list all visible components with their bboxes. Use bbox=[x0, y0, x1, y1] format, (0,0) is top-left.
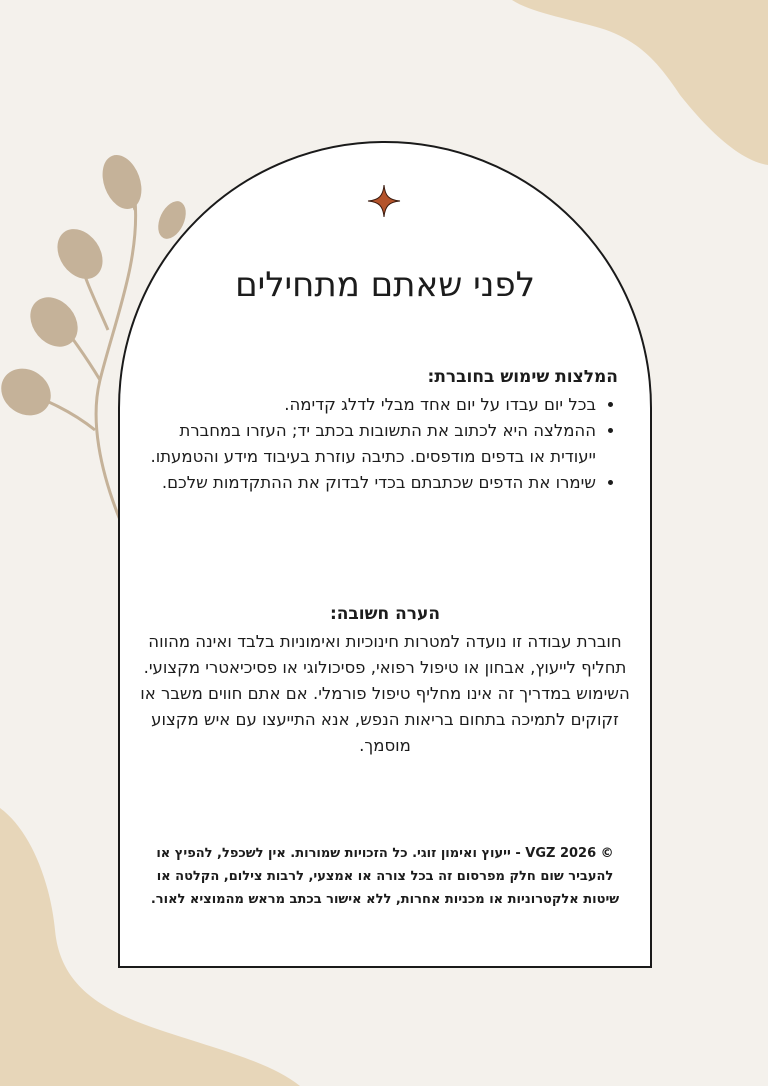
note-heading: הערה חשובה: bbox=[329, 604, 441, 624]
note-section bbox=[140, 601, 630, 759]
list-item: • ההמלצה היא לכתוב את התשובות בכתב יד; העזרו במחברת ייעודית או בדפים מודפסים. כתיבה עוזרת בעיבוד מידע והטמעתו. bbox=[140, 418, 596, 470]
usage-list bbox=[140, 392, 618, 496]
usage-heading: המלצות שימוש בחוברת: bbox=[427, 367, 618, 387]
page-title: לפני שאתם מתחילים bbox=[235, 265, 535, 305]
copyright-notice: © VGZ 2026 - ייעוץ ואימון זוגי. כל הזכויות שמורות. אין לשכפל, להפיץ או להעביר שום חלק מפרסום זה בכל צורה או אמצעי, לרבות צילום, הקלטה או שיטות אלקטרוניות או מכניות אחרות, ללא אישור בכתב מראש מהמוציא לאור. bbox=[150, 846, 620, 907]
note-body: חוברת עבודה זו נועדה למטרות חינוכיות ואימוניות בלבד ואינה מהווה תחליף לייעוץ, אבחון או טיפול רפואי, פסיכולוגי או פסיכיאטרי מקצועי. השימוש במדריך זה אינו מחליף טיפול פורמלי. אם אתם חווים משבר או זקוקים לתמיכה בתחום בריאות הנפש, אנא התייעצו עם איש מקצוע מוסמך. bbox=[140, 632, 630, 755]
top-right-blob bbox=[512, 0, 768, 165]
list-item: • שימרו את הדפים שכתבתם בכדי לבדוק את ההתקדמות שלכם. bbox=[140, 470, 596, 496]
list-item: • בכל יום עבדו על יום אחד מבלי לדלג קדימה. bbox=[140, 392, 596, 418]
usage-section bbox=[140, 364, 618, 496]
four-point-star-icon bbox=[367, 184, 401, 218]
